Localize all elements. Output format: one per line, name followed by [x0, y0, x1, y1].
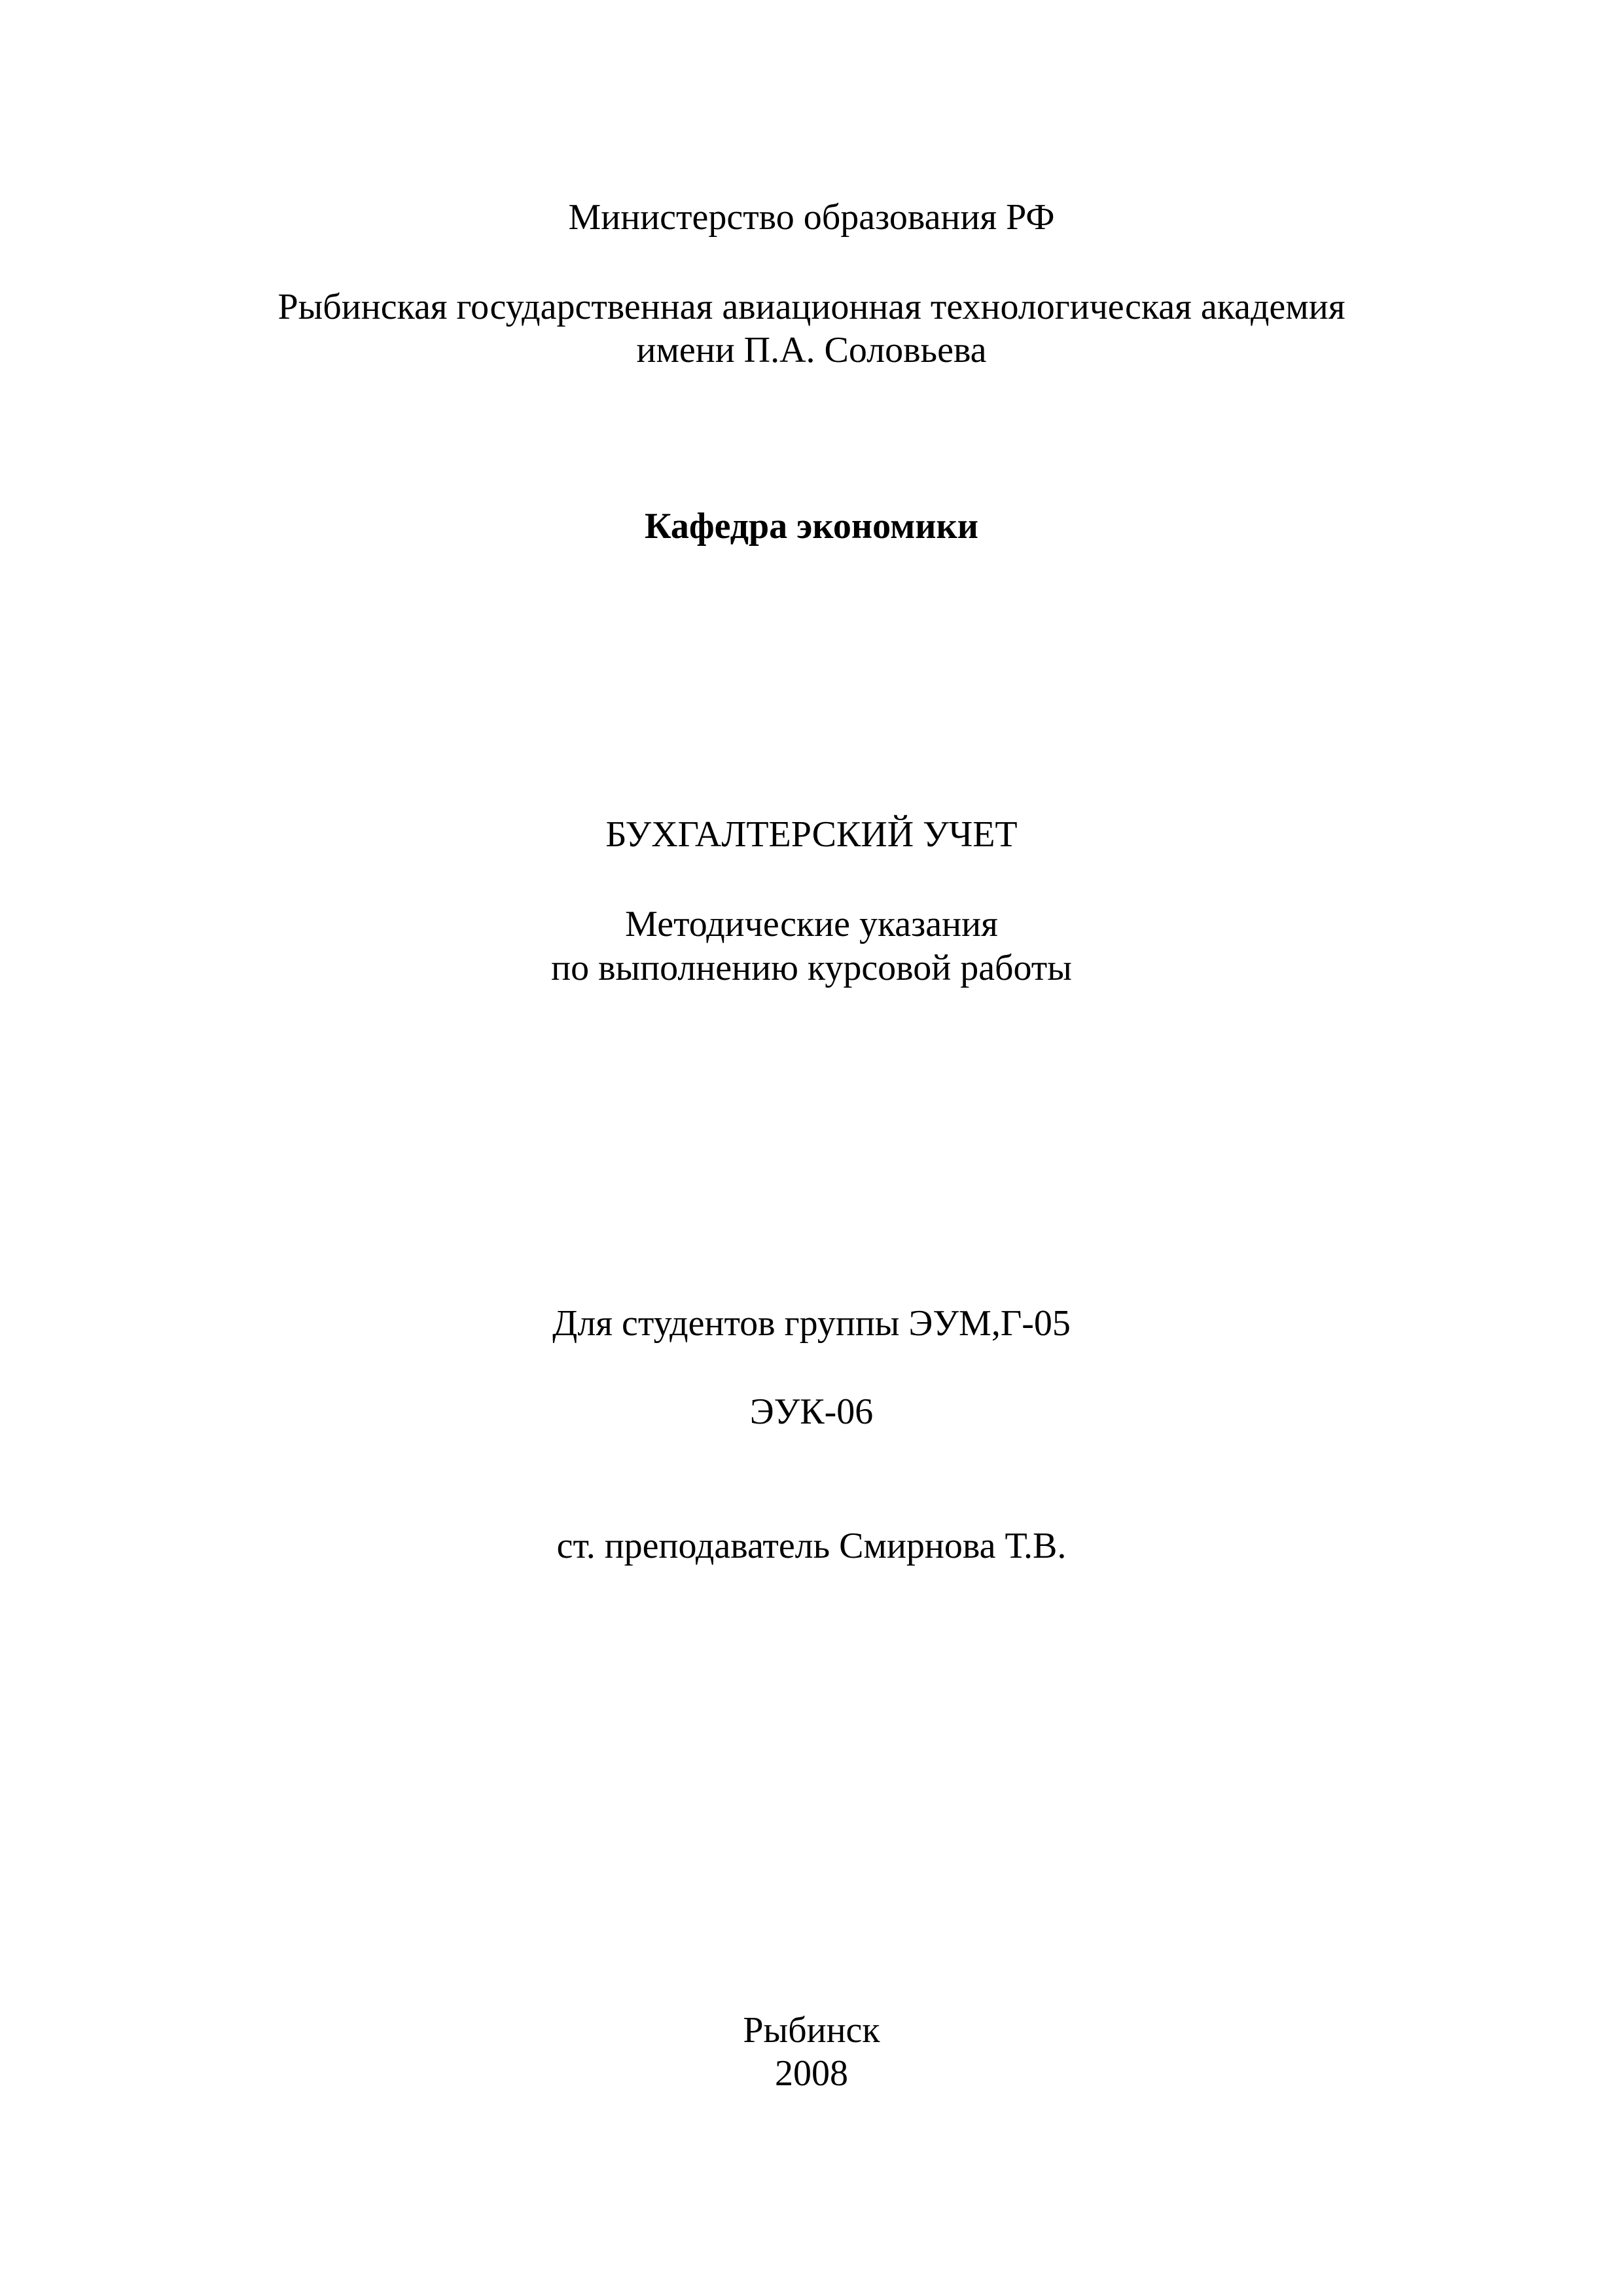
student-groups-line2: ЭУК-06	[749, 1391, 874, 1432]
ministry-name: Министерство образования РФ	[568, 197, 1055, 238]
publication-city: Рыбинск	[743, 2010, 880, 2051]
publication-year: 2008	[775, 2053, 848, 2094]
author-name: ст. преподаватель Смирнова Т.В.	[556, 1526, 1067, 1566]
document-subtitle-line2: по выполнению курсовой работы	[551, 948, 1072, 988]
department-name: Кафедра экономики	[644, 506, 979, 547]
document-title: БУХГАЛТЕРСКИЙ УЧЕТ	[605, 814, 1018, 855]
document-subtitle-line1: Методические указания	[625, 904, 998, 944]
academy-name-line1: Рыбинская государственная авиационная технологическая академия	[277, 287, 1346, 327]
academy-name-line2: имени П.А. Соловьева	[636, 330, 987, 370]
student-groups-line1: Для студентов группы ЭУМ,Г-05	[552, 1303, 1071, 1344]
